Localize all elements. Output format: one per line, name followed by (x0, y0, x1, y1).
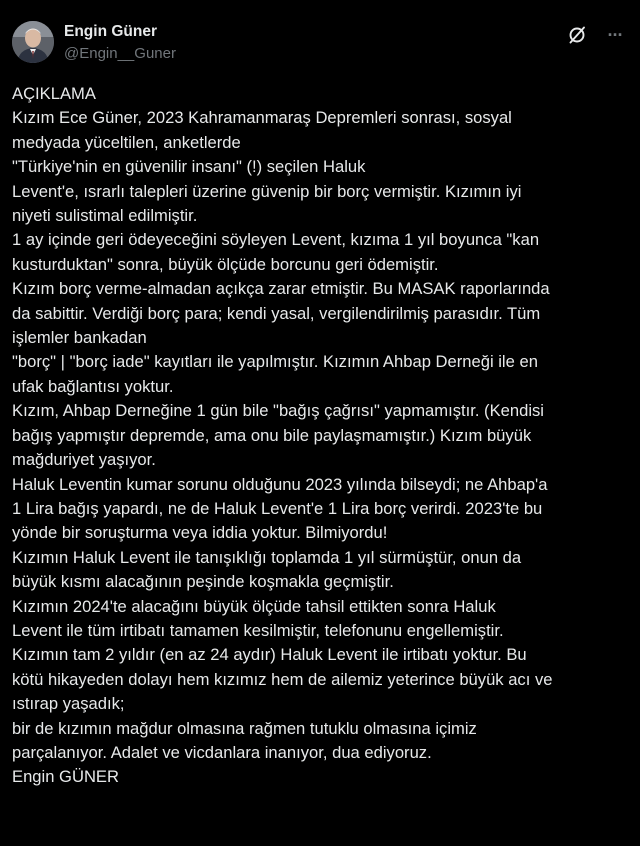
post-text-line: da sabittir. Verdiği borç para; kendi yasal, vergilendirilmiş parasıdır. Tüm (12, 303, 541, 323)
post-text-line: Kızımın tam 2 yıldır (en az 24 aydır) Haluk Levent ile irtibatı yoktur. Bu (12, 645, 527, 665)
post-text-line: bağış yapmıştır depremde, ama onu bile paylaşmamıştır.) Kızım büyük (12, 425, 532, 445)
header-actions (566, 24, 626, 46)
more-glyph: ··· (607, 25, 623, 45)
post-text-line: AÇIKLAMA (12, 84, 96, 103)
post-text-line: Levent ile tüm irtibatı tamamen kesilmiştir, telefonunu engellemiştir. (12, 620, 504, 640)
post-text-line: yönde bir soruşturma veya iddia yoktur. Bilmiyordu! (12, 523, 388, 543)
grok-icon[interactable] (566, 24, 588, 46)
post-text-line: ufak bağlantısı yoktur. (12, 376, 174, 396)
post-text-line: kötü hikayeden dolayı hem kızımız hem de ailemiz yeterince büyük acı ve (12, 669, 553, 689)
avatar[interactable] (12, 21, 54, 63)
post-text-line: Kızımın Haluk Levent ile tanışıklığı toplamda 1 yıl sürmüştür, onun da (12, 547, 522, 567)
post-text-line: Kızım borç verme-almadan açıkça zarar etmiştir. Bu MASAK raporlarında (12, 279, 550, 299)
post-text-line: işlemler bankadan (12, 328, 147, 348)
post-text-line: Kızımın 2024'te alacağını büyük ölçüde tahsil ettikten sonra Haluk (12, 596, 496, 616)
post-text-line: mağduriyet yaşıyor. (12, 450, 156, 470)
post-text-line: "borç" | "borç iade" kayıtları ile yapılmıştır. Kızımın Ahbap Derneği ile en (12, 352, 538, 372)
post-text-line: bir de kızımın mağdur olmasına rağmen tutuklu olmasına içimiz (12, 718, 477, 738)
post-text-line: Haluk Leventin kumar sorunu olduğunu 2023 yılında bilseydi; ne Ahbap'a (12, 474, 548, 494)
post-text-line: Kızım Ece Güner, 2023 Kahramanmaraş Depremleri sonrası, sosyal (12, 108, 512, 128)
post-text-line: parçalanıyor. Adalet ve vicdanlara inanıyor, dua ediyoruz. (12, 742, 432, 762)
display-name[interactable]: Engin Güner (64, 23, 157, 40)
author-names (64, 22, 176, 64)
more-icon[interactable] (604, 24, 626, 46)
post-text-line: 1 Lira bağış yapardı, ne de Haluk Levent'e 1 Lira borç verirdi. 2023'te bu (12, 498, 543, 518)
post-text-line: medyada yüceltilen, anketlerde (12, 132, 241, 152)
post-text-line: kusturduktan" sonra, büyük ölçüde borcunu geri ödemiştir. (12, 254, 439, 274)
post-text-line: 1 ay içinde geri ödeyeceğini söyleyen Levent, kızıma 1 yıl boyunca "kan (12, 230, 540, 250)
post-text-line: büyük kısmı alacağının peşinde koşmakla geçmiştir. (12, 572, 394, 592)
post-text-line: ıstırap yaşadık; (12, 694, 125, 714)
post-text-line: Engin GÜNER (12, 767, 119, 787)
post-text-line: Levent'e, ısrarlı talepleri üzerine güvenip bir borç vermiştir. Kızımın iyi (12, 181, 522, 201)
username-handle[interactable]: @Engin__Guner (64, 45, 176, 62)
post-text-line: "Türkiye'nin en güvenilir insanı" (!) seçilen Haluk (12, 157, 366, 177)
profile-photo-icon (12, 21, 54, 63)
post-text-line: niyeti sulistimal edilmiştir. (12, 206, 198, 226)
post-text (12, 82, 624, 790)
post-text-line: Kızım, Ahbap Derneğine 1 gün bile "bağış çağrısı" yapmamıştır. (Kendisi (12, 401, 544, 421)
post-header (12, 18, 626, 70)
